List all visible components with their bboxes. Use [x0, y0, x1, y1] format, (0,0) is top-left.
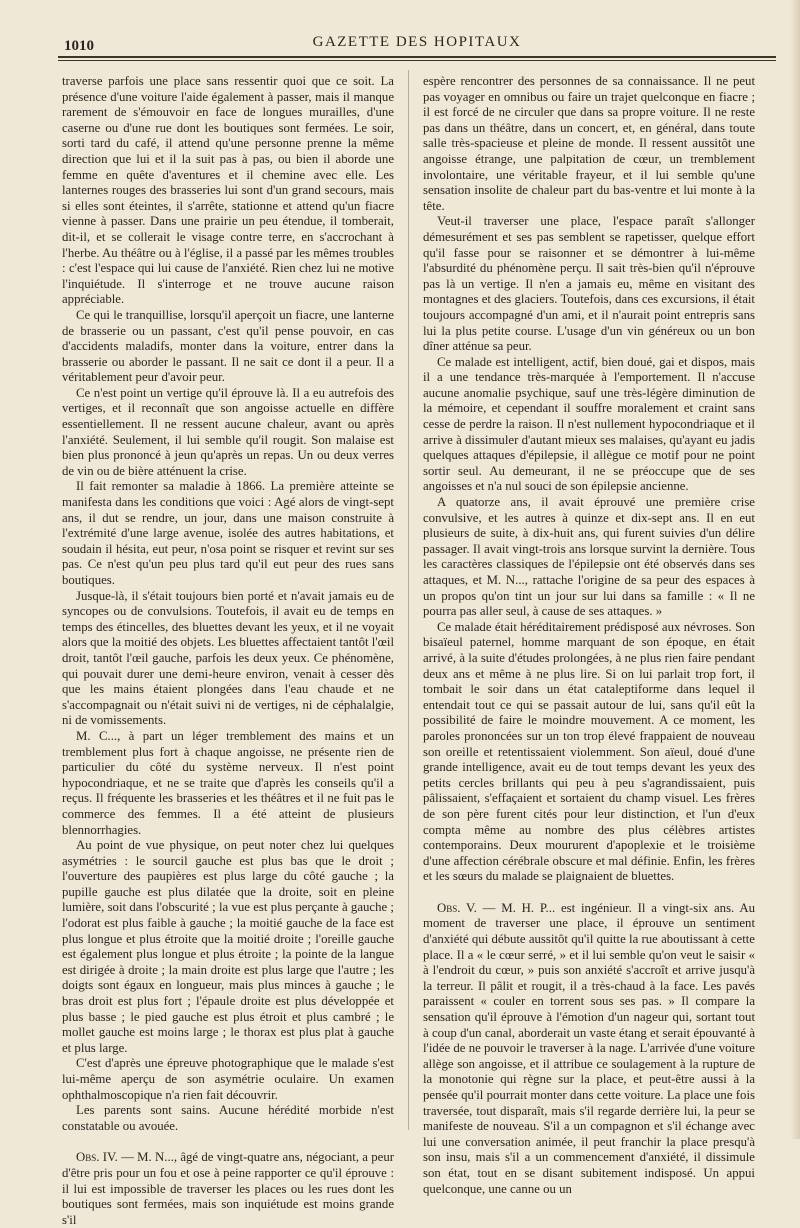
- paragraph-text: Les parents sont sains. Aucune hérédité morbide n'est constatable ou avouée.: [62, 1103, 394, 1133]
- paragraph: [62, 1056, 394, 1103]
- paragraph: [423, 355, 755, 495]
- paragraph: [62, 308, 394, 386]
- paragraph: [62, 74, 394, 308]
- paragraph: [62, 1150, 394, 1228]
- paragraph-text: Veut-il traverser une place, l'espace paraît s'allonger démesurément et ses pas semblent se rapetisser, quelque effort qu'il fasse pour se raisonner et se démontrer à lui-même l'absurdité du phénomène perçu. Il sait très-bien qu'il n'éprouve pas là un vertige. Il n'en a jamais eu, même en visitant des montagnes et des glaciers. Toutefois, dans ces excursions, il était toujours accompagné d'un ami, et il n'aurait point entrepris sans lui la plus petite course. L'usage d'un vin généreux ou un bon dîner atténue sa peur.: [423, 214, 755, 354]
- paragraph-text: — M. N..., âgé de vingt-quatre ans, négociant, a peur d'être pris pour un fou et ose à peine rapporter ce qu'il éprouve : il lui est impossible de traverser les places ou les rues dont les boutiques sont fermées, mais son inquiétude est moins grande s'il: [62, 1150, 395, 1227]
- header-rule-thin: [58, 60, 776, 61]
- observation-label: Obs. IV.: [76, 1150, 118, 1165]
- paragraph: [62, 589, 394, 729]
- paragraph: [423, 620, 755, 885]
- header-rule: [58, 56, 776, 58]
- paragraph-text: Jusque-là, il s'était toujours bien porté et n'avait jamais eu de syncopes ou de convulsions. Toutefois, il avait eu de temps en temps des étincelles, des bluettes devant les yeux, et il ne voyait alors que la moitié des objets. Les bluettes affectaient tantôt l'œil droit, tantôt l'œil gauche, parfois les deux yeux. Ce phénomène, qui pouvait durer une demi-heure environ, venait à cesser dès que les mains étaient plongées dans l'eau chaude et ne s'accompagnait ou n'était suivi ni de vertiges, ni de céphalalgie, ni de vomissements.: [62, 588, 394, 728]
- paragraph-text: Il fait remonter sa maladie à 1866. La première atteinte se manifesta dans les conditions que voici : Agé alors de vingt-sept ans, il dut se rendre, un jour, dans une maison construite à l'extrémité d'une large avenue, isolée des autres habitations, et soudain il hésita, eut peur, n'osa point se risquer et revint sur ses pas. Ce n'est qu'un peu plus tard qu'il eut peur des rues sans boutiques.: [62, 479, 394, 587]
- paragraph: [423, 495, 755, 620]
- paragraph-text: Ce n'est point un vertige qu'il éprouve là. Il a eu autrefois des vertiges, et il reconnaît que son angoisse actuelle en diffère essentiellement. Il ne ressent aucune chaleur, avant ou après l'anxiété. Seulement, il lui semble qu'il rougit. Son malaise est bien plus prononcé à jeun qu'après un repas. Un ou deux verres de vin ou de bière atténuent la crise.: [62, 385, 394, 478]
- paragraph-text: Ce qui le tranquillise, lorsqu'il aperçoit un fiacre, une lanterne de brasserie ou un passant, c'est qu'il pense pouvoir, en cas d'accidents maladifs, monter dans la voiture, entrer dans la brasserie ou aborder le passant. Il ne sait ce dont il a peur. Il a véritablement peur d'avoir peur.: [62, 307, 394, 385]
- observation-label: Obs. V.: [437, 900, 477, 915]
- paragraph-text: traverse parfois une place sans ressentir quoi que ce soit. La présence d'une voiture l'aide également à passer, mais il manque rarement de s'émouvoir en face de longues murailles, d'une caserne ou d'une rue dont les boutiques sont fermées. Le soir, sorti tard du café, il attend qu'une personne prenne la même direction que lui et il la suit pas à pas, ou bien il aborde une femme en quête d'aventures et il chemine avec elle. Les lanternes rouges des brasseries lui sont d'un grand secours, mais si elles sont éteintes, il s'arrête, stationne et attend qu'un fiacre vienne à passer. Dans une prairie un peu étendue, il tomberait, dit-il, et se collerait le visage contre terre, en s'accrochant à l'herbe. Au théâtre ou à l'église, il a passé par les mêmes troubles : c'est l'espace qui lui cause de l'anxiété. Rien chez lui ne motive l'inquiétude. Il s'interroge et ne trouve aucune raison appréciable.: [62, 74, 394, 307]
- running-title: GAZETTE DES HOPITAUX: [312, 34, 522, 50]
- paragraph-text: Ce malade était héréditairement prédisposé aux névroses. Son bisaïeul paternel, homme marquant de son époque, en était arrivé, à la suite d'études prolongées, à ne plus rien faire pendant deux ans et même à ne plus lire. Si on lui parlait trop fort, il tombait le soir dans un état cataleptiforme dans lequel il entendait tout ce qui se passait autour de lui, sans qu'il eût la possibilité de faire le moindre mouvement. A ce moment, les paroles prononcées sur un ton trop élevé frappaient de nouveau son oreille et retentissaient violemment. Son aïeul, doué d'une grande intelligence, avait eu de tout temps devant les yeux des petits cercles brillants qui peu à peu s'agrandissaient, puis pâlissaient, s'effaçaient et sortaient du champ visuel. Les frères de son père furent cités pour leur distinction, et l'un d'eux compta même au nombre des plus célèbres artistes contemporains. Deux moururent d'apoplexie et le troisième d'une affection cérébrale obscure et mal définie. Enfin, les frères et les sœurs du malade se plaignaient de bluettes.: [423, 619, 755, 884]
- right-column: [423, 74, 755, 1197]
- paragraph-text: M. C..., à part un léger tremblement des mains et un tremblement plus fort à chaque angoisse, ne présente rien de particulier du côté du système nerveux. Il n'est point hypocondriaque, et ne se traite que d'après les conseils qu'il a reçus. Il fréquente les brasseries et les théâtres et il ne fuit pas le commerce des femmes. Il a été atteint de plusieurs blennorrhagies.: [62, 728, 394, 837]
- paragraph-text: C'est d'après une épreuve photographique que le malade s'est lui-même aperçu de son asymétrie oculaire. Un examen ophthalmoscopique n'a rien fait découvrir.: [62, 1056, 394, 1102]
- paragraph: [423, 214, 755, 354]
- column-divider: [408, 70, 409, 1130]
- paragraph-text: — M. H. P... est ingénieur. Il a vingt-six ans. Au moment de traverser une place, il éprouve un sentiment d'anxiété qui débute aussitôt qu'il quitte la rue aboutissant à cette place. Il a « le cœur serré, » et il lui semble qu'on veut le saisir « à l'endroit du cœur, » puis son anxiété s'accroît et arrive jusqu'à la terreur. Il pâlit et rougit, il a très-chaud à la face. Les pavés paraissent « couler en torrent sous ses pas. » Il compare la sensation qu'il éprouve à l'émotion d'un nageur qui, sortant tout à coup d'un canal, aborderait un vaste étang et serait épouvanté à l'idée de ne pouvoir le traverser à la nage. L'arrivée d'une voiture allège son angoisse, et il attribue ce soulagement à la rupture de la monotonie qui règne sur la place, et peut-être aussi à la pensée qu'il pourrait monter dans cette voiture. La place une fois traversée, tout disparaît, mais s'il regarde derrière lui, la peur se manifeste de nouveau. S'il a un compagnon et s'il échange avec lui une conversation animée, il peut franchir la place presqu'à son insu, mais s'il a un commencement d'anxiété, il dissimule son état, tout en se disant subitement indisposé. Un appui quelconque, une canne ou un: [423, 900, 755, 1196]
- paragraph-text: A quatorze ans, il avait éprouvé une première crise convulsive, et les autres à quinze et dix-sept ans. Il en eut plusieurs de suite, à dix-huit ans, qui furent suivies d'un délire passager. Il avait vingt-trois ans lorsque survint la dernière. Tous les caractères classiques de l'épilepsie ont été observés dans ses attaques, et M. N..., rattache l'origine de sa peur des espaces à un propos qu'on tint un jour sur lui dans sa famille : « Il ne pourra pas aller seul, à cause de ses attaques. »: [423, 495, 755, 619]
- paragraph: [62, 386, 394, 480]
- page-header: [58, 32, 776, 54]
- paragraph-text: espère rencontrer des personnes de sa connaissance. Il ne peut pas voyager en omnibus ou faire un trajet quelconque en fiacre ; il est forcé de ne circuler que dans sa propre voiture. Il ne reste pas dans un théâtre, dans un concert, et, en général, dans toute salle très-spacieuse et pleine de monde. Il ressent aussitôt une angoisse étrange, une palpitation de cœur, un tremblement involontaire, une véritable frayeur, et il lui semble qu'une sensation insolite de chaleur part du bas-ventre et lui monte à la tête.: [423, 74, 755, 213]
- paragraph-text: Au point de vue physique, on peut noter chez lui quelques asymétries : le sourcil gauche est plus bas que le droit ; l'ouverture des paupières est plus large du côté gauche ; la pupille gauche est plus dilatée que la droite, soit en pleine lumière, soit dans l'obscurité ; la vue est plus perçante à gauche ; l'odorat est plus faible à gauche ; la moitié gauche de la face est plus longue et plus étroite que la moitié droite ; l'oreille gauche est également plus longue et plus étroite ; la pointe de la langue est dirigée à droite ; la main droite est plus large que l'autre ; les doigts sont égaux en longueur, mais plus minces à gauche ; le bras droit est plus fort ; l'épaule droite est plus développée et plus basse ; le pied gauche est plus étroit et plus cambré ; le mollet gauche est moins large ; le thorax est plus plat à gauche et plus large.: [62, 838, 394, 1055]
- page-edge-stain: [790, 0, 800, 1139]
- paragraph-text: Ce malade est intelligent, actif, bien doué, gai et dispos, mais il a une tendance très-marquée à l'emportement. Il n'accuse aucune anomalie psychique, sauf une très-légère diminution de la mémoire, et cependant il souffre moralement et craint sans cesse de perdre la raison. Il n'est nullement hypocondriaque et il arrive à dissimuler d'autant mieux ses malaises, qu'ayant eu jadis quelques attaques d'épilepsie, il allègue ce motif pour ne point sortir seul. Au demeurant, il ne se préoccupe que de ses angoisses et n'a nul souci de son épilepsie ancienne.: [423, 354, 755, 494]
- left-column: [62, 74, 394, 1228]
- paragraph: [423, 74, 755, 214]
- paragraph: [62, 729, 394, 838]
- paragraph: [423, 901, 755, 1197]
- paragraph: [62, 479, 394, 588]
- page-number: 1010: [64, 38, 94, 54]
- paragraph: [62, 1103, 394, 1134]
- paragraph: [62, 838, 394, 1056]
